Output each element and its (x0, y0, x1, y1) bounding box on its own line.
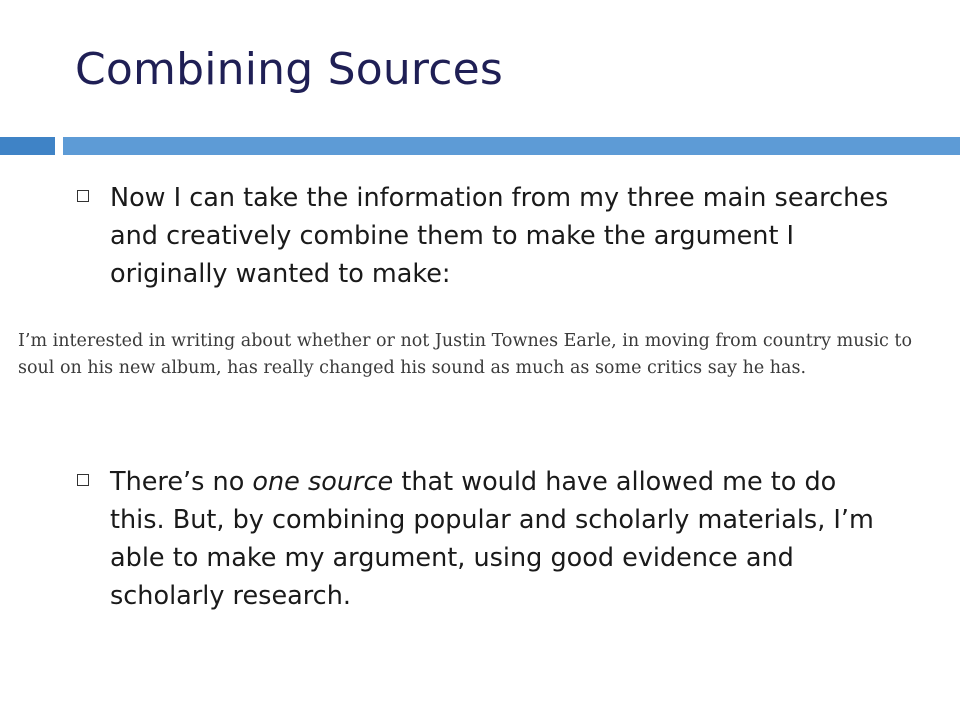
title-accent-bar-left (0, 137, 55, 155)
quote-text (18, 328, 948, 382)
hollow-square-bullet-icon (77, 474, 89, 486)
bullet-2-text-end: that would have allowed me to do this. But, by combining popular and scholarly materials, I’m able to make my argument, using good evidence and scholarly research. (110, 467, 874, 611)
bullet-2-text (110, 463, 897, 615)
bullet-item-2 (77, 463, 897, 615)
hollow-square-bullet-icon (77, 190, 89, 202)
quote-line-2: soul on his new album, has really changed his sound as much as some critics say he has. (18, 358, 807, 378)
quote-line-1: I’m interested in writing about whether or not Justin Townes Earle, in moving from country music to (18, 331, 912, 351)
slide-title: Combining Sources (75, 44, 504, 95)
bullet-item-1 (77, 179, 897, 293)
bullet-2-emphasis: one source (252, 467, 394, 497)
quote-screenshot (0, 323, 960, 391)
bullet-1-text: Now I can take the information from my three main searches and creatively combine them to make the argument I originally wanted to make: (110, 183, 889, 289)
title-accent-bar-right (63, 137, 960, 155)
bullet-2-text-start: There’s no (110, 467, 253, 497)
